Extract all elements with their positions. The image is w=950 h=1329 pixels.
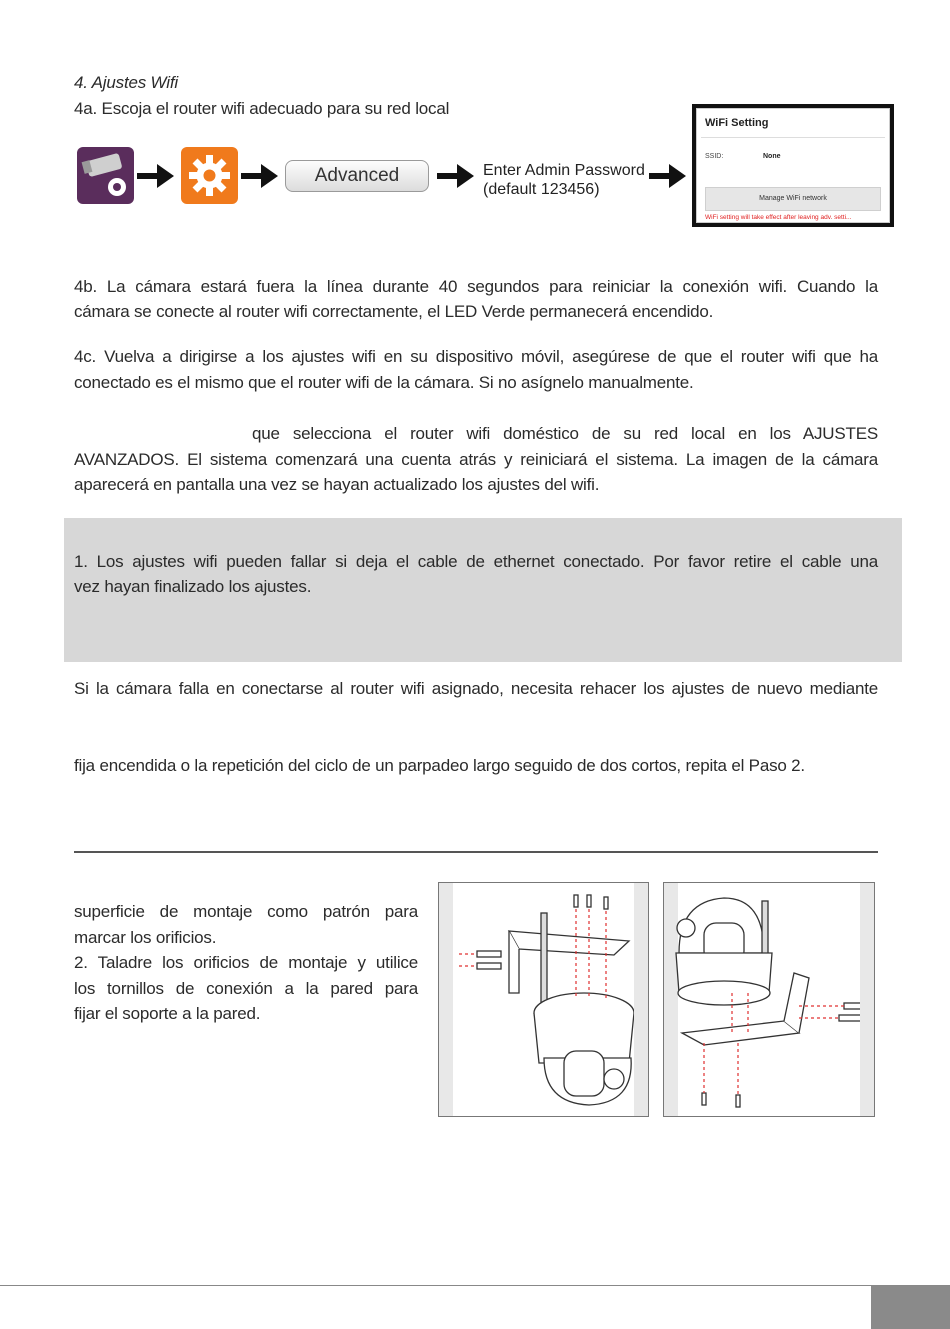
arrow-right-icon <box>437 163 475 189</box>
enter-password-line1: Enter Admin Password <box>483 162 645 179</box>
mount-line3: 2. Taladre los orificios de montaje y utilice <box>74 953 418 972</box>
advanced-button[interactable]: Advanced <box>285 160 429 192</box>
wifi-setting-screenshot <box>692 104 894 227</box>
enter-password-line2: (default 123456) <box>483 181 600 198</box>
arrow-right-icon <box>137 163 175 189</box>
p-select-line2: AVANZADOS. El sistema comenzará una cuenta atrás y reiniciará el sistema. La imagen de la cámara <box>74 450 878 469</box>
wifi-setting-title: WiFi Setting <box>705 117 769 129</box>
after-line2: fija encendida o la repetición del ciclo de un parpadeo largo seguido de dos cortos, repita el Paso 2. <box>74 756 805 775</box>
mounting-figure-2 <box>663 882 875 1117</box>
ssid-label: SSID: <box>705 153 724 160</box>
camera-settings-icon <box>77 147 134 204</box>
after-line1: Si la cámara falla en conectarse al router wifi asignado, necesita rehacer los ajustes de nuevo mediante <box>74 679 878 698</box>
arrow-right-icon <box>649 163 687 189</box>
mounting-figure-1 <box>438 882 649 1117</box>
p4b-line1: 4b. La cámara estará fuera la línea durante 40 segundos para reiniciar la conexión wifi. Cuando la <box>74 277 878 296</box>
arrow-right-icon <box>241 163 279 189</box>
wifi-warning-text: WiFi setting will take effect after leaving adv. setti... <box>705 214 852 221</box>
p-select-line3: aparecerá en pantalla una vez se hayan actualizado los ajustes del wifi. <box>74 475 600 494</box>
p4c-line2: conectado es el mismo que el router wifi de la cámara. Si no asígnelo manualmente. <box>74 373 694 392</box>
gear-icon <box>181 147 238 204</box>
ssid-value: None <box>763 153 781 160</box>
divider <box>701 137 885 138</box>
mount-line2: marcar los orificios. <box>74 928 217 947</box>
camera-bracket-illustration <box>439 883 648 1116</box>
step-4a-text: 4a. Escoja el router wifi adecuado para su red local <box>74 99 450 118</box>
camera-wall-mount-illustration <box>664 883 874 1116</box>
enter-password-text <box>483 161 658 199</box>
mount-line1: superficie de montaje como patrón para <box>74 902 418 921</box>
section-divider <box>74 851 878 853</box>
p4c-line1: 4c. Vuelva a dirigirse a los ajustes wifi en su dispositivo móvil, asegúrese de que el router wifi que ha <box>74 347 878 366</box>
section-heading: 4. Ajustes Wifi <box>74 73 178 92</box>
page-tab <box>871 1286 950 1329</box>
footer-line <box>0 1285 950 1286</box>
mount-line5: fijar el soporte a la pared. <box>74 1004 261 1023</box>
note-line1: 1. Los ajustes wifi pueden fallar si deja el cable de ethernet conectado. Por favor retire el cable una <box>74 552 878 571</box>
p4b-line2: cámara se conecte al router wifi correctamente, el LED Verde permanecerá encendido. <box>74 302 714 321</box>
mount-line4: los tornillos de conexión a la pared para <box>74 979 418 998</box>
note-line2: vez hayan finalizado los ajustes. <box>74 577 312 596</box>
p-select-line1: que selecciona el router wifi doméstico de su red local en los AJUSTES <box>252 424 878 443</box>
manage-wifi-button: Manage WiFi network <box>705 187 881 211</box>
